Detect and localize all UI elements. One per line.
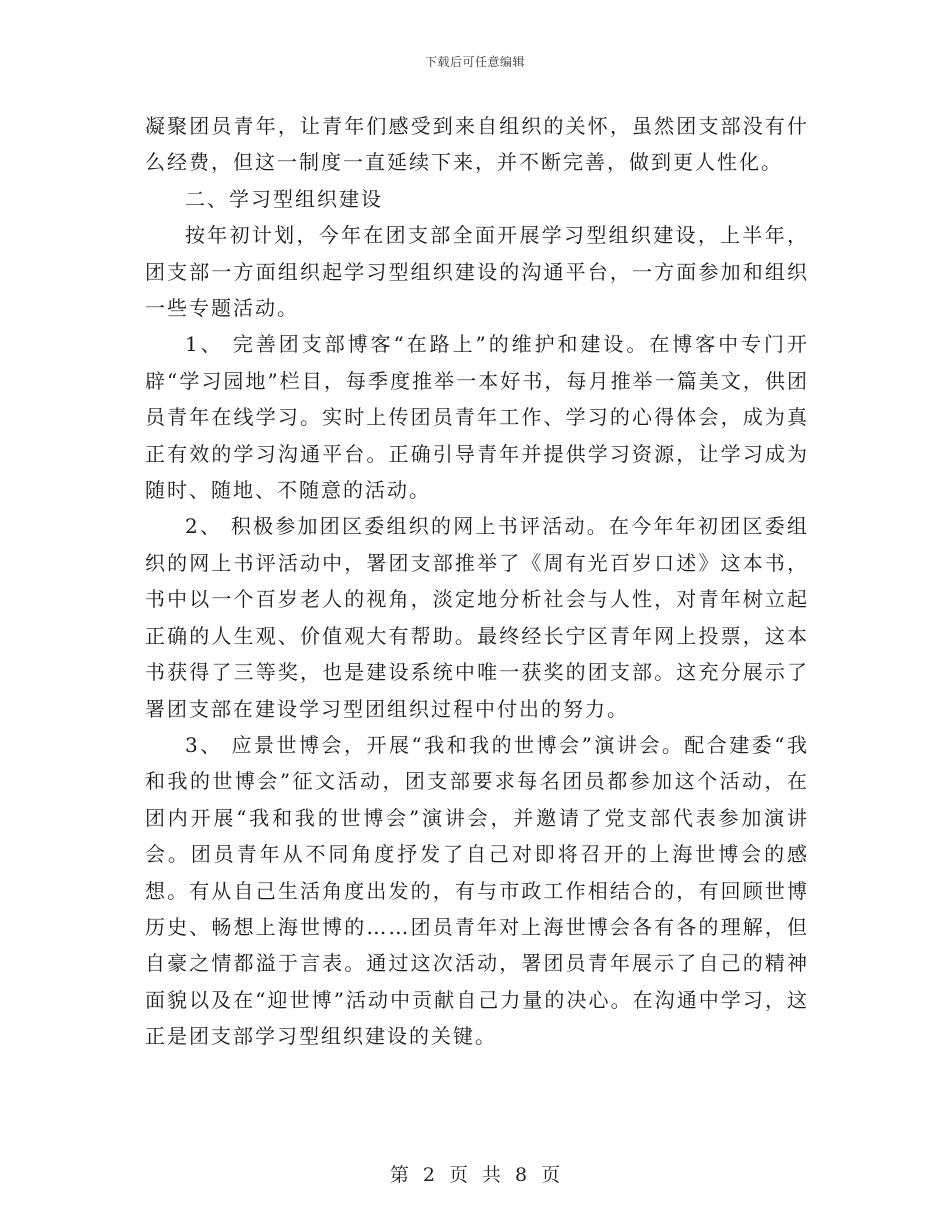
section-heading: 二、学习型组织建设: [185, 186, 383, 211]
list-item: 2、 积极参加团区委组织的网上书评活动。在今年年初团区委组织的网上书评活动中，署团支部推举了《周有光百岁口述》这本书，书中以一个百岁老人的视角，淡定地分析社会与人性，对青年树立起正确的人生观、价值观大有帮助。最终经长宁区青年网上投票，这本书获得了三等奖，也是建设系统中唯一获奖的团支部。这充分展示了署团支部在建设学习型团组织过程中付出的努力。: [145, 514, 809, 721]
body-paragraph: 按年初计划，今年在团支部全面开展学习型组织建设，上半年，团支部一方面组织起学习型组织建设的沟通平台，一方面参加和组织一些专题活动。: [145, 223, 809, 321]
list-item: 1、 完善团支部博客“在路上”的维护和建设。在博客中专门开辟“学习园地”栏目，每季度推举一本好书，每月推举一篇美文，供团员青年在线学习。实时上传团员青年工作、学习的心得体会，成为真正有效的学习沟通平台。正确引导青年并提供学习资源，让学习成为随时、随地、不随意的活动。: [145, 332, 809, 503]
list-item: 3、 应景世博会，开展“我和我的世博会”演讲会。配合建委“我和我的世博会”征文活动，团支部要求每名团员都参加这个活动，在团内开展“我和我的世博会”演讲会，并邀请了党支部代表参加演讲会。团员青年从不同角度抒发了自己对即将召开的上海世博会的感想。有从自己生活角度出发的，有与市政工作相结合的，有回顾世博历史、畅想上海世博的……团员青年对上海世博会各有各的理解，但自豪之情都溢于言表。通过这次活动，署团员青年展示了自己的精神面貌以及在“迎世博”活动中贡献自己力量的决心。在沟通中学习，这正是团支部学习型组织建设的关键。: [145, 732, 809, 1049]
document-body: [145, 108, 809, 1055]
page-header: 下载后可任意编辑: [424, 55, 525, 69]
body-paragraph: 凝聚团员青年，让青年们感受到来自组织的关怀，虽然团支部没有什么经费，但这一制度一直延续下来，并不断完善，做到更人性化。: [145, 114, 809, 175]
page-number: 第 2 页 共 8 页: [389, 1164, 561, 1186]
